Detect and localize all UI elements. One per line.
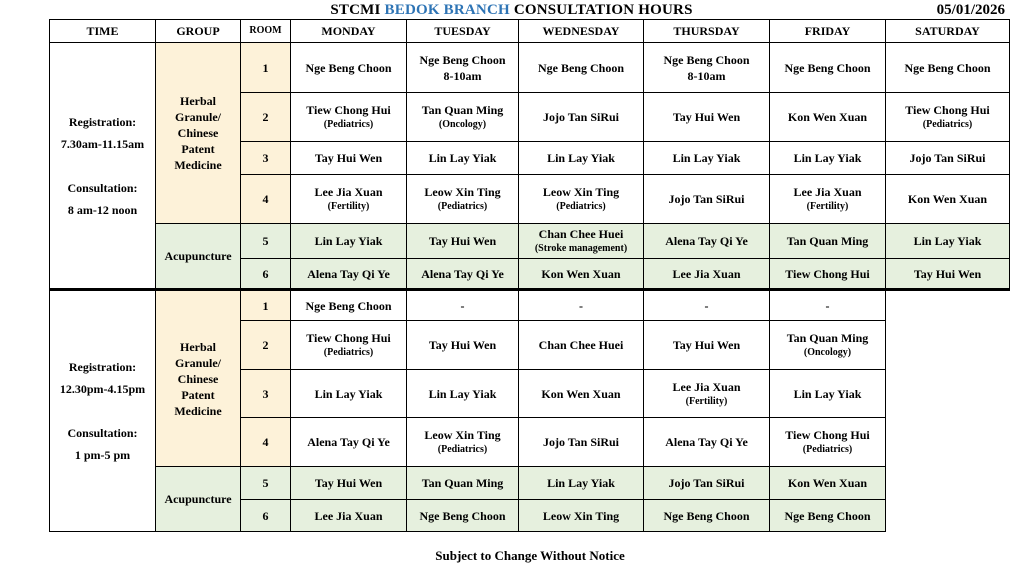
group-herbal: Herbal Granule/ Chinese Patent Medicine bbox=[156, 43, 241, 224]
schedule-cell bbox=[407, 43, 519, 93]
doctor-name: Jojo Tan SiRui bbox=[668, 192, 745, 206]
consultation-label: Consultation: bbox=[67, 180, 138, 195]
header-day: TUESDAY bbox=[407, 20, 519, 43]
doctor-name: Lee Jia Xuan bbox=[672, 266, 741, 281]
cell-note: (Fertility) bbox=[327, 201, 370, 212]
schedule-cell bbox=[519, 224, 644, 259]
doctor-name: Tiew Chong Hui bbox=[306, 103, 391, 117]
schedule-cell bbox=[770, 370, 886, 418]
schedule-cell bbox=[644, 418, 770, 467]
header-time: TIME bbox=[50, 20, 156, 43]
doctor-name: Nge Beng Choon bbox=[784, 60, 871, 75]
cell-note: (Stroke management) bbox=[534, 243, 628, 254]
schedule-cell bbox=[644, 259, 770, 290]
doctor-name: Tan Quan Ming bbox=[421, 476, 504, 490]
cell-note: (Pediatrics) bbox=[802, 444, 853, 455]
doctor-name: Lee Jia Xuan bbox=[314, 508, 383, 523]
doctor-name: Lin Lay Yiak bbox=[672, 151, 741, 165]
doctor-name: Kon Wen Xuan bbox=[787, 110, 868, 124]
doctor-name: - bbox=[579, 298, 583, 313]
cell-note: (Oncology) bbox=[438, 119, 487, 130]
doctor-name: Nge Beng Choon bbox=[663, 52, 750, 67]
title-branch: BEDOK BRANCH bbox=[384, 2, 510, 18]
cell-note: 8-10am bbox=[443, 68, 482, 83]
room-number: 1 bbox=[241, 43, 291, 93]
schedule-cell bbox=[886, 43, 1010, 93]
doctor-name: Nge Beng Choon bbox=[537, 60, 624, 75]
schedule-cell bbox=[291, 259, 407, 290]
cell-note: (Oncology) bbox=[803, 347, 852, 358]
cell-note: (Fertility) bbox=[685, 395, 728, 407]
doctor-name: - bbox=[704, 298, 709, 313]
doctor-name: Lin Lay Yiak bbox=[428, 151, 497, 165]
schedule-cell bbox=[770, 43, 886, 93]
doctor-name: Lin Lay Yiak bbox=[547, 151, 615, 165]
schedule-cell bbox=[644, 467, 770, 500]
doctor-name: Lee Jia Xuan bbox=[672, 379, 741, 394]
schedule-cell bbox=[291, 175, 407, 224]
consultation-label: Consultation: bbox=[67, 426, 138, 440]
doctor-name: Leow Xin Ting bbox=[542, 508, 620, 523]
schedule-cell bbox=[886, 224, 1010, 259]
doctor-name: Nge Beng Choon bbox=[305, 298, 392, 313]
doctor-name: Jojo Tan SiRui bbox=[668, 476, 745, 490]
schedule-cell bbox=[291, 321, 407, 370]
schedule-cell bbox=[519, 467, 644, 500]
doctor-name: Alena Tay Qi Ye bbox=[665, 234, 748, 248]
cell-note: (Pediatrics) bbox=[556, 201, 606, 212]
schedule-cell bbox=[407, 175, 519, 224]
cell-note: (Pediatrics) bbox=[323, 119, 374, 130]
doctor-name: Kon Wen Xuan bbox=[787, 476, 868, 490]
schedule-cell bbox=[407, 418, 519, 467]
cell-note: 8-10am bbox=[687, 68, 726, 83]
footer-notice: Subject to Change Without Notice bbox=[435, 548, 625, 563]
doctor-name: Tiew Chong Hui bbox=[306, 331, 391, 345]
schedule-cell bbox=[291, 142, 407, 175]
title-suffix: CONSULTATION HOURS bbox=[513, 2, 693, 18]
header-day: WEDNESDAY bbox=[519, 20, 644, 43]
room-number: 6 bbox=[241, 259, 291, 290]
cell-note: (Pediatrics) bbox=[437, 444, 488, 455]
schedule-cell bbox=[291, 467, 407, 500]
header-day: SATURDAY bbox=[886, 20, 1010, 43]
schedule-cell bbox=[770, 93, 886, 142]
doctor-name: Alena Tay Qi Ye bbox=[665, 435, 748, 449]
schedule-cell bbox=[770, 500, 886, 532]
header-day: THURSDAY bbox=[644, 20, 770, 43]
doctor-name: Lin Lay Yiak bbox=[793, 151, 862, 165]
empty-saturday bbox=[886, 290, 1010, 532]
doctor-name: Nge Beng Choon bbox=[784, 508, 871, 523]
registration-label: Registration: bbox=[68, 360, 137, 374]
doctor-name: Alena Tay Qi Ye bbox=[307, 266, 390, 281]
doctor-name: Lee Jia Xuan bbox=[793, 185, 862, 199]
registration-time: 12.30pm-4.15pm bbox=[59, 382, 146, 396]
schedule-cell bbox=[519, 370, 644, 418]
room-number: 4 bbox=[241, 418, 291, 467]
room-number: 2 bbox=[241, 321, 291, 370]
doctor-name: Chan Chee Huei bbox=[538, 227, 624, 241]
session-time-cell bbox=[50, 290, 156, 532]
doctor-name: Lin Lay Yiak bbox=[793, 386, 862, 401]
doctor-name: Lin Lay Yiak bbox=[547, 476, 615, 490]
group-acupuncture: Acupuncture bbox=[156, 224, 241, 290]
registration-label: Registration: bbox=[68, 114, 137, 129]
schedule-cell bbox=[407, 290, 519, 321]
doctor-name: Lin Lay Yiak bbox=[913, 234, 982, 248]
doctor-name: Tay Hui Wen bbox=[913, 266, 982, 281]
cell-note: (Fertility) bbox=[806, 201, 849, 212]
cell-note: (Pediatrics) bbox=[437, 201, 488, 212]
schedule-cell bbox=[519, 418, 644, 467]
schedule-cell bbox=[886, 142, 1010, 175]
schedule-cell bbox=[770, 175, 886, 224]
room-number: 4 bbox=[241, 175, 291, 224]
doctor-name: Tan Quan Ming bbox=[786, 331, 869, 345]
session-time-cell bbox=[50, 43, 156, 290]
header-group: GROUP bbox=[156, 20, 241, 43]
doctor-name: Nge Beng Choon bbox=[419, 508, 506, 523]
registration-time: 7.30am-11.15am bbox=[60, 136, 145, 151]
schedule-cell bbox=[886, 259, 1010, 290]
schedule-cell bbox=[407, 259, 519, 290]
schedule-cell bbox=[291, 43, 407, 93]
schedule-cell bbox=[291, 290, 407, 321]
doctor-name: Tiew Chong Hui bbox=[785, 428, 870, 442]
room-number: 5 bbox=[241, 224, 291, 259]
schedule-cell bbox=[519, 259, 644, 290]
schedule-cell bbox=[644, 290, 770, 321]
schedule-cell bbox=[291, 418, 407, 467]
schedule-cell bbox=[770, 418, 886, 467]
schedule-cell bbox=[519, 175, 644, 224]
doctor-name: Jojo Tan SiRui bbox=[542, 435, 620, 449]
schedule-cell bbox=[886, 175, 1010, 224]
schedule-cell bbox=[519, 321, 644, 370]
doctor-name: Tay Hui Wen bbox=[314, 476, 383, 490]
schedule-cell bbox=[644, 142, 770, 175]
room-number: 5 bbox=[241, 467, 291, 500]
doctor-name: Lee Jia Xuan bbox=[314, 185, 383, 199]
doctor-name: Lin Lay Yiak bbox=[314, 234, 383, 248]
schedule-cell bbox=[519, 500, 644, 532]
doctor-name: Leow Xin Ting bbox=[542, 185, 620, 199]
schedule-cell bbox=[770, 224, 886, 259]
schedule-cell bbox=[770, 142, 886, 175]
doctor-name: Alena Tay Qi Ye bbox=[421, 266, 504, 281]
doctor-name: Tiew Chong Hui bbox=[905, 103, 990, 117]
consultation-time: 1 pm-5 pm bbox=[74, 448, 131, 462]
room-number: 1 bbox=[241, 290, 291, 321]
cell-note: (Pediatrics) bbox=[922, 119, 973, 130]
schedule-cell bbox=[407, 224, 519, 259]
doctor-name: Alena Tay Qi Ye bbox=[307, 435, 390, 449]
cell-note: (Pediatrics) bbox=[323, 347, 374, 358]
doctor-name: Tan Quan Ming bbox=[421, 103, 504, 117]
schedule-cell bbox=[407, 93, 519, 142]
schedule-cell bbox=[519, 142, 644, 175]
doctor-name: Tay Hui Wen bbox=[672, 110, 741, 124]
page-title bbox=[0, 2, 1023, 19]
doctor-name: Nge Beng Choon bbox=[904, 60, 991, 75]
schedule-cell bbox=[770, 259, 886, 290]
schedule-cell bbox=[644, 43, 770, 93]
doctor-name: - bbox=[825, 298, 830, 313]
schedule-cell bbox=[407, 321, 519, 370]
group-herbal: Herbal Granule/ Chinese Patent Medicine bbox=[156, 290, 241, 467]
schedule-cell bbox=[644, 93, 770, 142]
group-acupuncture: Acupuncture bbox=[156, 467, 241, 532]
doctor-name: Tan Quan Ming bbox=[786, 234, 869, 248]
doctor-name: Lin Lay Yiak bbox=[314, 386, 383, 401]
doctor-name: Tiew Chong Hui bbox=[785, 266, 870, 281]
schedule-table bbox=[49, 19, 1010, 532]
doctor-name: Jojo Tan SiRui bbox=[542, 110, 620, 124]
schedule-cell bbox=[407, 142, 519, 175]
schedule-cell bbox=[407, 370, 519, 418]
doctor-name: Jojo Tan SiRui bbox=[909, 151, 986, 165]
room-number: 2 bbox=[241, 93, 291, 142]
schedule-cell bbox=[644, 224, 770, 259]
doctor-name: Kon Wen Xuan bbox=[907, 192, 988, 206]
schedule-cell bbox=[644, 370, 770, 418]
doctor-name: - bbox=[460, 298, 465, 313]
doctor-name: Nge Beng Choon bbox=[663, 508, 750, 523]
schedule-cell bbox=[291, 500, 407, 532]
schedule-cell bbox=[519, 93, 644, 142]
schedule-date: 05/01/2026 bbox=[936, 2, 1005, 18]
room-number: 3 bbox=[241, 370, 291, 418]
schedule-cell bbox=[291, 93, 407, 142]
doctor-name: Nge Beng Choon bbox=[419, 52, 506, 67]
doctor-name: Tay Hui Wen bbox=[428, 338, 497, 352]
consultation-time: 8 am-12 noon bbox=[67, 202, 138, 217]
doctor-name: Tay Hui Wen bbox=[428, 234, 497, 248]
schedule-cell bbox=[519, 290, 644, 321]
schedule-cell bbox=[407, 500, 519, 532]
schedule-cell bbox=[770, 467, 886, 500]
header-room: ROOM bbox=[241, 20, 291, 43]
schedule-cell bbox=[644, 500, 770, 532]
title-prefix: STCMI bbox=[330, 2, 381, 18]
schedule-cell bbox=[644, 175, 770, 224]
schedule-cell bbox=[770, 321, 886, 370]
doctor-name: Kon Wen Xuan bbox=[541, 386, 621, 401]
doctor-name: Kon Wen Xuan bbox=[541, 266, 621, 281]
schedule-cell bbox=[644, 321, 770, 370]
doctor-name: Leow Xin Ting bbox=[424, 428, 501, 442]
room-number: 3 bbox=[241, 142, 291, 175]
schedule-cell bbox=[886, 93, 1010, 142]
doctor-name: Nge Beng Choon bbox=[305, 60, 392, 75]
schedule-cell bbox=[519, 43, 644, 93]
header-day: MONDAY bbox=[291, 20, 407, 43]
header-day: FRIDAY bbox=[770, 20, 886, 43]
schedule-cell bbox=[407, 467, 519, 500]
doctor-name: Leow Xin Ting bbox=[424, 185, 501, 199]
schedule-cell bbox=[770, 290, 886, 321]
doctor-name: Lin Lay Yiak bbox=[428, 386, 497, 401]
schedule-cell bbox=[291, 370, 407, 418]
doctor-name: Chan Chee Huei bbox=[538, 338, 624, 352]
doctor-name: Tay Hui Wen bbox=[672, 338, 741, 352]
room-number: 6 bbox=[241, 500, 291, 532]
doctor-name: Tay Hui Wen bbox=[314, 151, 383, 165]
schedule-cell bbox=[291, 224, 407, 259]
